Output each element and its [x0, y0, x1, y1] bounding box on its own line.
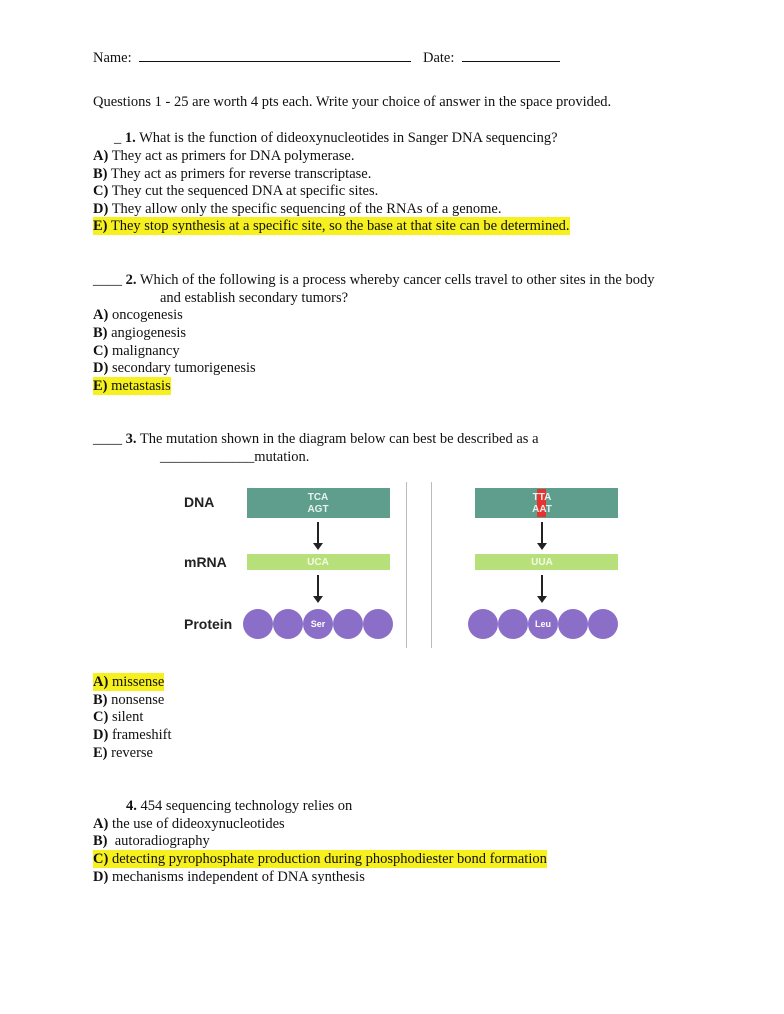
q2-option-b: B) angiogenesis	[93, 325, 187, 341]
left-dna-bottom-codon: AGT	[307, 504, 329, 515]
name-label: Name:	[93, 50, 132, 66]
q4-option-c-highlighted: C) detecting pyrophosphate production during phosphodiester bond formation	[93, 851, 547, 867]
right-dna-top-codon: TTA	[532, 492, 552, 503]
q2-number: 2.	[125, 272, 137, 288]
right-arrow-mrna-to-protein	[541, 575, 543, 597]
q1-answer-blank[interactable]: _	[114, 130, 122, 146]
protein-label: Protein	[184, 616, 233, 632]
left-mrna-codon: UCA	[307, 557, 329, 568]
right-amino-acid-bead	[498, 609, 528, 639]
q1-text: What is the function of dideoxynucleotides in Sanger DNA sequencing?	[139, 130, 558, 146]
q4-option-a: A) the use of dideoxynucleotides	[93, 816, 285, 832]
right-arrow-dna-to-mrna	[541, 522, 543, 544]
q4-option-d: D) mechanisms independent of DNA synthesis	[93, 869, 365, 885]
date-row	[423, 47, 560, 67]
q3-text-line2: _____________mutation.	[160, 449, 310, 465]
instructions: Questions 1 - 25 are worth 4 pts each. Write your choice of answer in the space provided.	[93, 94, 612, 110]
q2-stem	[93, 271, 654, 289]
q3-option-c: C) silent	[93, 709, 144, 725]
right-amino-acid-label: Leu	[534, 619, 551, 629]
q3-option-b: B) nonsense	[93, 692, 165, 708]
q2-option-c: C) malignancy	[93, 343, 180, 359]
q2-text-line1: Which of the following is a process whereby cancer cells travel to other sites in the body	[139, 272, 655, 288]
q1-stem	[114, 129, 558, 147]
q2-option-a: A) oncogenesis	[93, 307, 183, 323]
q4-number: 4.	[126, 798, 137, 814]
mrna-label: mRNA	[184, 554, 227, 570]
q2-option-e-highlighted: E) metastasis	[93, 378, 171, 394]
q3-inline-blank[interactable]: _____________	[160, 449, 255, 465]
q3-stem	[93, 430, 539, 448]
q2-text-line2: and establish secondary tumors?	[160, 290, 349, 306]
q2-answer-blank[interactable]: ____	[93, 272, 122, 288]
left-arrow-dna-to-mrna	[317, 522, 319, 544]
right-amino-acid-bead	[558, 609, 588, 639]
q3-number: 3.	[125, 431, 137, 447]
q2-option-d: D) secondary tumorigenesis	[93, 360, 256, 376]
left-amino-acid-label: Ser	[310, 619, 326, 629]
left-dna-top-codon: TCA	[307, 492, 329, 503]
left-amino-acid-bead	[363, 609, 393, 639]
q1-number: 1.	[124, 130, 136, 146]
dna-label: DNA	[184, 494, 215, 510]
date-label: Date:	[423, 50, 455, 66]
q3-text-line1: The mutation shown in the diagram below can best be described as a	[139, 431, 539, 447]
right-dna-bottom-codon: AAT	[532, 504, 552, 515]
q1-option-d: D) They allow only the specific sequencing of the RNAs of a genome.	[93, 201, 502, 217]
panel-divider	[406, 482, 407, 648]
panel-divider	[431, 482, 432, 648]
right-amino-acid-bead	[468, 609, 498, 639]
left-arrow-mrna-to-protein	[317, 575, 319, 597]
q1-option-b: B) They act as primers for reverse transcriptase.	[93, 166, 372, 182]
q1-option-e-highlighted: E) They stop synthesis at a specific site, so the base at that site can be determined.	[93, 218, 570, 234]
q3-option-d: D) frameshift	[93, 727, 172, 743]
left-amino-acid-bead	[333, 609, 363, 639]
name-row	[93, 47, 411, 67]
right-mrna-codon: UUA	[531, 557, 553, 568]
right-amino-acid-bead	[588, 609, 618, 639]
left-amino-acid-bead	[273, 609, 303, 639]
date-blank[interactable]	[462, 47, 560, 62]
q3-answer-blank[interactable]: ____	[93, 431, 122, 447]
q1-option-a: A) They act as primers for DNA polymerase.	[93, 148, 355, 164]
q3-option-a-highlighted: A) missense	[93, 674, 165, 690]
q4-option-b: B) autoradiography	[93, 833, 210, 849]
q4-text: 454 sequencing technology relies on	[140, 798, 353, 814]
left-amino-acid-bead	[243, 609, 273, 639]
name-blank[interactable]	[139, 47, 411, 62]
q1-option-c: C) They cut the sequenced DNA at specific sites.	[93, 183, 379, 199]
q4-stem	[126, 797, 352, 815]
q3-option-e: E) reverse	[93, 745, 153, 761]
